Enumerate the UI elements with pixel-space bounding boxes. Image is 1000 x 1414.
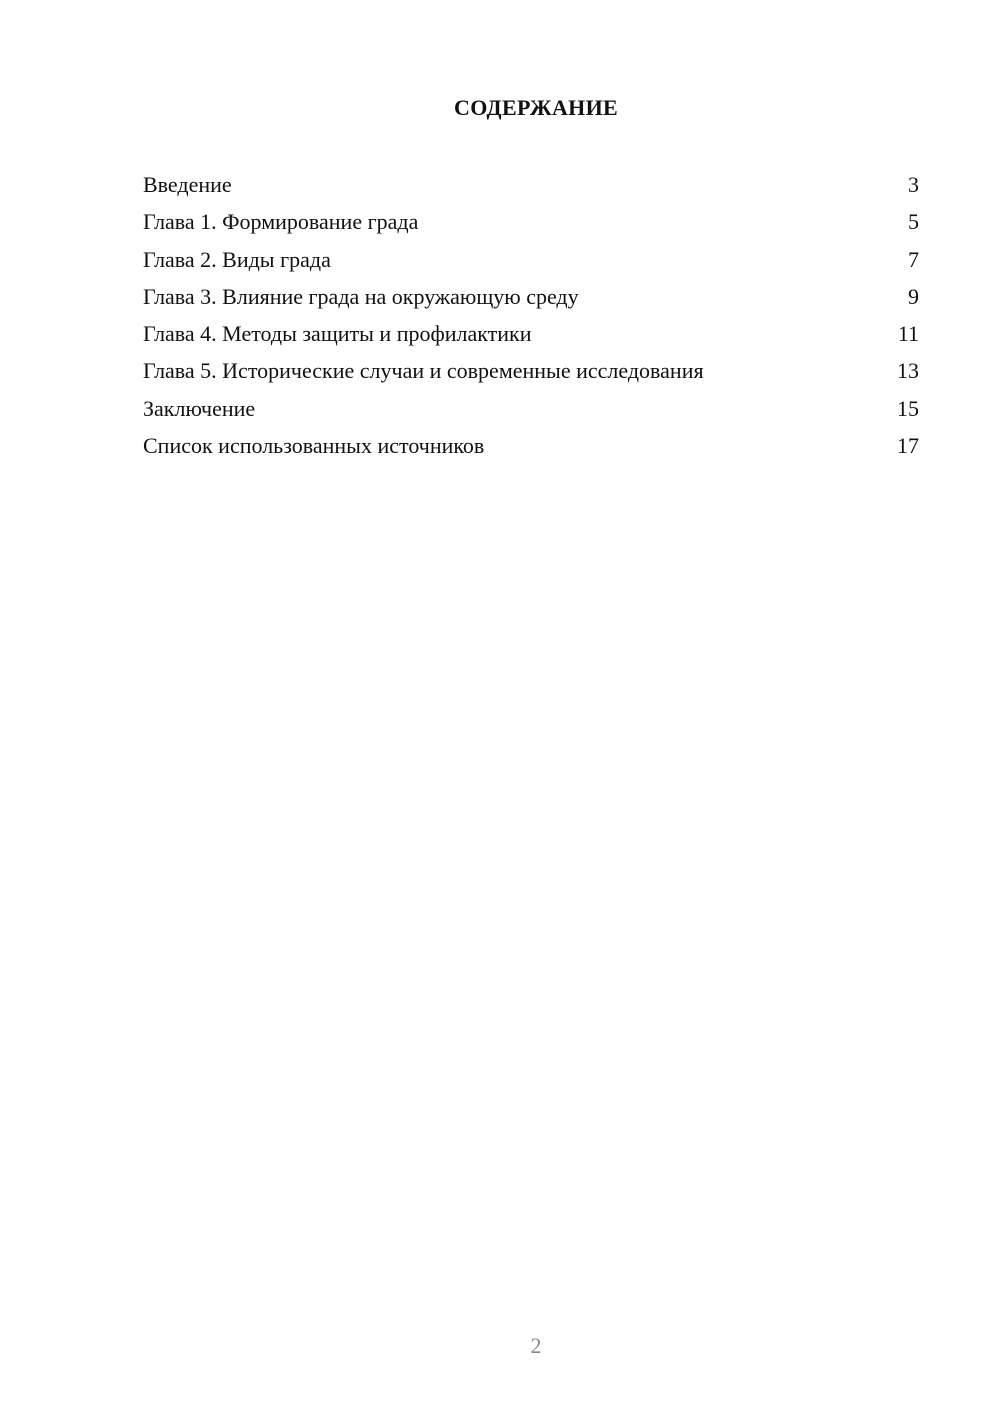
toc-entry-label: Глава 2. Виды града (143, 246, 331, 272)
toc-entry-page: 3 (908, 172, 919, 197)
toc-entry (143, 245, 919, 282)
toc-entry (143, 170, 919, 207)
toc-entry-page: 5 (908, 209, 919, 235)
toc-entry-label: Глава 5. Исторические случаи и современные исследования (143, 358, 704, 384)
toc-entry-label: Список использованных источников (143, 433, 485, 459)
toc-entry-page: 11 (897, 321, 919, 347)
toc-entry (143, 431, 919, 468)
page-number: 2 (530, 1333, 542, 1358)
toc-entry-label: Глава 3. Влияние града на окружающую среду (143, 283, 579, 309)
table-of-contents (143, 170, 919, 468)
toc-entry-label: Глава 1. Формирование града (143, 209, 419, 235)
toc-entry-page: 15 (897, 395, 919, 421)
toc-entry-label: Глава 4. Методы защиты и профилактики (143, 321, 532, 347)
toc-entry (143, 356, 919, 393)
toc-entry-page: 9 (908, 283, 919, 309)
toc-entry (143, 207, 919, 244)
toc-entry (143, 394, 919, 431)
toc-entry-page: 13 (897, 358, 919, 384)
toc-entry (143, 282, 919, 319)
toc-entry-page: 7 (908, 246, 919, 272)
toc-entry-label: Введение (143, 172, 232, 197)
page-title: СОДЕРЖАНИЕ (454, 95, 618, 120)
toc-entry-page: 17 (897, 433, 919, 459)
toc-entry (143, 319, 919, 356)
toc-entry-label: Заключение (143, 395, 256, 421)
